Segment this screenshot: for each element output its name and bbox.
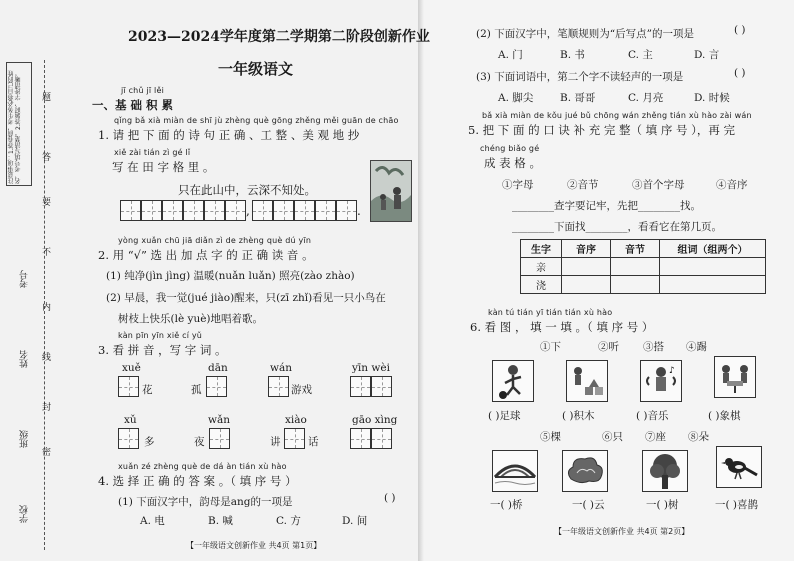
table-cell[interactable] — [562, 276, 611, 294]
q5-option: ②音节 — [567, 179, 599, 191]
q4-s1-opt: B. 喊 — [208, 515, 233, 527]
q4-s2-opt: C. 主 — [628, 49, 653, 61]
q4-s2-opt: D. 言 — [694, 49, 720, 61]
svg-text:♪: ♪ — [669, 366, 675, 376]
q3-pinyin-item: yīn wèi — [352, 362, 390, 374]
tree-icon — [642, 450, 688, 492]
page-fold — [418, 0, 424, 561]
table-cell[interactable] — [660, 258, 766, 276]
seal-label: 要 — [42, 198, 52, 208]
binding-strip — [0, 0, 62, 561]
bridge-icon — [492, 450, 538, 492]
q6-option: ①下 — [540, 341, 561, 353]
q5-option: ①字母 — [502, 179, 534, 191]
q3-box-item[interactable] — [350, 376, 392, 397]
q3-pinyin-item: xuě — [122, 362, 141, 374]
q2-pinyin: yòng xuǎn chū jiā diǎn zì de zhèng què dú yīn — [118, 236, 312, 245]
q1-pinyin: qǐng bǎ xià miàn de shī jù zhèng què gōng zhěng měi guān de chāo — [114, 116, 399, 125]
q6-option: ⑤棵 — [540, 431, 561, 443]
table-header: 音节 — [611, 240, 660, 258]
section-heading: 一、基 础 积 累 — [92, 98, 174, 112]
q6-option: ④踢 — [686, 341, 707, 353]
q3-box-item[interactable] — [350, 428, 392, 449]
q3-box-item[interactable] — [209, 428, 230, 449]
q4-s2-answer[interactable]: ( ) — [734, 24, 746, 36]
q4-s1-answer[interactable]: ( ) — [384, 492, 396, 504]
q5-pinyin-2: chéng biǎo gé — [480, 144, 540, 153]
q6-text: 6. 看 图 ， 填 一 填 。（ 填 序 号 ） — [470, 320, 654, 334]
q4-s1: (1) 下面汉字中，韵母是ang的一项是 — [118, 496, 293, 508]
q5-text: 5. 把 下 面 的 口 诀 补 充 完 整（ 填 序 号 ），再 完 — [468, 123, 736, 137]
magpie-icon — [716, 446, 762, 488]
q6-fill[interactable]: ( )音乐 — [636, 410, 669, 422]
q6-pinyin: kàn tú tián yī tián tián xù hào — [488, 308, 613, 317]
q3-suffix: 花 — [142, 384, 153, 396]
q6-option: ⑥只 — [602, 431, 623, 443]
seal-label: 内 — [42, 303, 52, 313]
q2-line-3: 树枝上快乐(lè yuè)地唱着歌。 — [118, 313, 264, 325]
q3-pinyin-item: xiào — [285, 414, 307, 426]
q5-table[interactable] — [520, 239, 766, 294]
q4-s3-opt: D. 时候 — [694, 92, 730, 104]
seal-label: 答 — [42, 153, 52, 163]
poem-illustration — [370, 160, 412, 222]
q4-s1-opt: C. 方 — [276, 515, 301, 527]
q3-prefix: 孤 — [191, 384, 202, 396]
q6-option: ③搭 — [643, 341, 664, 353]
q3-pinyin-item: dān — [208, 362, 228, 374]
q3-box-item[interactable] — [284, 428, 305, 449]
q4-s3-answer[interactable]: ( ) — [734, 67, 746, 79]
q6-fill[interactable]: ( )足球 — [488, 410, 521, 422]
poem-line: 只在此山中，云深不知处。 — [178, 183, 316, 197]
q5-pinyin: bǎ xià miàn de kǒu jué bǔ chōng wán zhěng tián xù hào zài wán — [482, 111, 752, 120]
chess-icon — [714, 356, 756, 398]
table-header: 音序 — [562, 240, 611, 258]
q6-option: ⑧朵 — [688, 431, 709, 443]
table-char: 亲 — [521, 258, 562, 276]
q3-prefix: 夜 — [194, 436, 205, 448]
q4-s3-opt: A. 脚尖 — [498, 92, 534, 104]
q3-suffix: 游戏 — [291, 384, 312, 396]
q4-s2-opt: B. 书 — [560, 49, 585, 61]
q4-s3-opt: B. 哥哥 — [560, 92, 596, 104]
blocks-icon — [566, 360, 608, 402]
q4-s1-opt: D. 间 — [342, 515, 368, 527]
q5-text-2: 成 表 格 。 — [484, 156, 541, 170]
q4-text: 4. 选 择 正 确 的 答 案 。（ 填 序 号 ） — [98, 474, 297, 488]
q3-pinyin-item: xǔ — [124, 414, 137, 426]
q1-text: 1. 请 把 下 面 的 诗 句 正 确 、工 整 、美 观 地 抄 — [98, 128, 360, 142]
footer-left: 【一年级语文创新作业 共4页 第1页】 — [186, 541, 322, 550]
q1-pinyin-2: xiě zài tián zì gé lǐ — [114, 148, 191, 157]
seal-label: 题 — [42, 93, 52, 103]
q6-fill[interactable]: 一( )桥 — [490, 499, 523, 511]
q3-box-item[interactable] — [118, 376, 139, 397]
table-header: 组词（组两个） — [660, 240, 766, 258]
q5-option: ④音序 — [716, 179, 748, 191]
q3-text: 3. 看 拼 音 ，写 字 词 。 — [98, 343, 227, 357]
q4-pinyin: xuǎn zé zhèng què de dá àn tián xù hào — [118, 462, 287, 471]
q4-s3: (3) 下面词语中，第二个字不读轻声的一项是 — [476, 71, 684, 83]
seal-label: 不 — [42, 248, 52, 258]
q5-fill-line-1[interactable]: ________查字要记牢，先把________找。 — [512, 200, 701, 212]
section-pinyin: jī chǔ jī lěi — [121, 86, 165, 95]
q2-line-1: (1) 纯净(jìn jìng) 温暖(nuǎn luǎn) 照亮(zào zhào) — [106, 270, 355, 282]
seal-label: 密 — [42, 448, 52, 458]
q3-suffix: 话 — [308, 436, 319, 448]
q4-s2: (2) 下面汉字中，笔顺规则为“后写点”的一项是 — [476, 28, 694, 40]
exam-subtitle: 一年级语文 — [218, 60, 294, 78]
q1-text-2: 写 在 田 字 格 里 。 — [112, 160, 215, 174]
q6-fill[interactable]: 一( )喜鹊 — [715, 499, 759, 511]
table-header: 生字 — [521, 240, 562, 258]
q6-option: ②听 — [598, 341, 619, 353]
footer-right: 【一年级语文创新作业 共4页 第2页】 — [554, 527, 690, 536]
q3-suffix: 多 — [144, 436, 155, 448]
notes-box: 注意事项：1.答卷前，考生务必将自己的姓名、考号填写清楚。2.答题时，字迹清晰。 — [6, 62, 32, 186]
field-school: 学校 — [20, 505, 30, 523]
field-name: 姓名 — [20, 350, 30, 368]
table-cell[interactable] — [562, 258, 611, 276]
q3-pinyin-item: wǎn — [208, 414, 231, 426]
table-cell[interactable] — [660, 276, 766, 294]
q5-fill-line-2[interactable]: ________下面找________，看看它在第几页。 — [512, 221, 722, 233]
q2-line-2: (2) 早晨，我一觉(jué jiào)醒来，只(zī zhǐ)看见一只小鸟在 — [106, 292, 386, 304]
q6-fill[interactable]: 一( )云 — [572, 499, 605, 511]
football-icon — [492, 360, 534, 402]
field-class: 班级 — [20, 430, 30, 448]
q5-option: ③首个字母 — [632, 179, 685, 191]
q2-text: 2. 用 “√” 选 出 加 点 字 的 正 确 读 音 。 — [98, 248, 314, 262]
tianzige-grid[interactable]: , . — [120, 200, 363, 222]
exam-title: 2023—2024学年度第二学期第二阶段创新作业 — [128, 29, 430, 45]
seal-label: 封 — [42, 403, 52, 413]
q3-pinyin: kàn pīn yīn xiě cí yǔ — [118, 331, 203, 340]
q3-pinyin-item: wán — [270, 362, 293, 374]
q6-option: ⑦座 — [645, 431, 666, 443]
q4-s3-opt: C. 月亮 — [628, 92, 664, 104]
field-exam-number: 考号 — [20, 270, 30, 288]
cloud-icon — [562, 450, 608, 492]
q4-s2-opt: A. 门 — [498, 49, 523, 61]
q3-box-item[interactable] — [206, 376, 227, 397]
table-cell[interactable] — [611, 258, 660, 276]
q6-fill[interactable]: ( )积木 — [562, 410, 595, 422]
q3-box-item[interactable] — [118, 428, 139, 449]
q6-fill[interactable]: 一( )树 — [646, 499, 679, 511]
music-icon — [640, 360, 682, 402]
q6-fill[interactable]: ( )象棋 — [708, 410, 741, 422]
table-char: 浇 — [521, 276, 562, 294]
q3-pinyin-item: gāo xìng — [352, 414, 398, 426]
table-cell[interactable] — [611, 276, 660, 294]
seal-label: 线 — [42, 353, 52, 363]
q3-box-item[interactable] — [268, 376, 289, 397]
q3-prefix: 讲 — [270, 436, 281, 448]
q4-s1-opt: A. 电 — [140, 515, 165, 527]
